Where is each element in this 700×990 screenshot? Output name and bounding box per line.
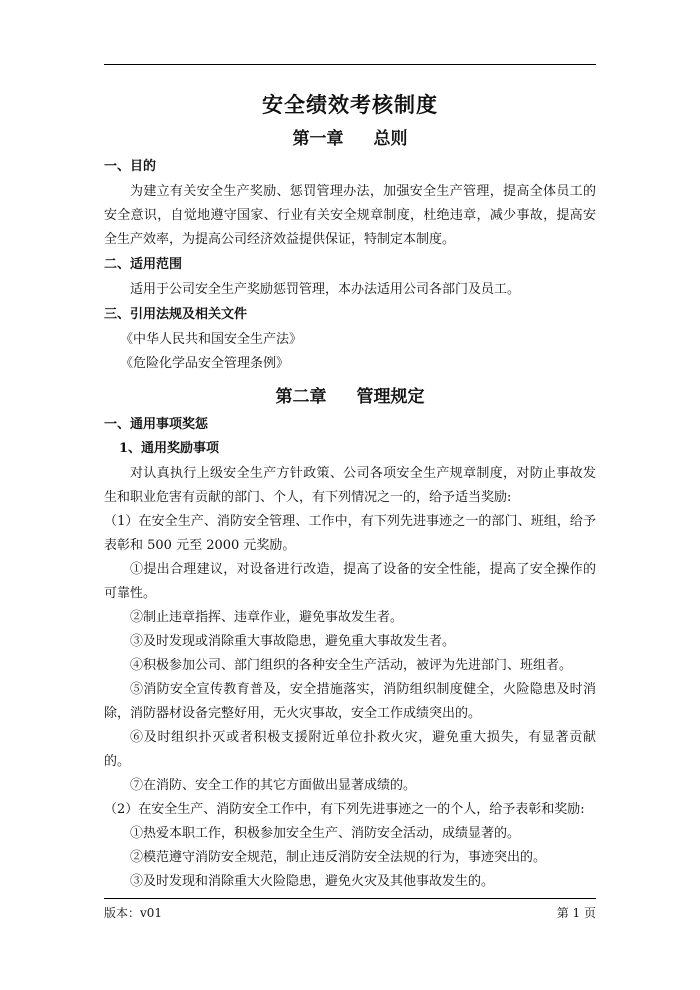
subsection-general-rewards-heading: 1、通用奖励事项 (119, 441, 220, 456)
chapter-1-label: 第一章 (292, 129, 344, 149)
clause-1-text: （1）在安全生产、消防安全管理、工作中，有下列先进事迹之一的部门、班组，给予表彰和 500 元至 2000 元奖励。 (104, 514, 596, 553)
chapter-1-name: 总则 (373, 129, 408, 149)
header-rule (104, 64, 596, 65)
clause-2-item: ①热爱本职工作，积极参加安全生产、消防安全活动，成绩显著的。 (130, 826, 521, 841)
page-number: 第 1 页 (556, 906, 596, 920)
document-title: 安全绩效考核制度 (262, 92, 438, 117)
chapter-2-label: 第二章 (275, 387, 327, 407)
clause-1-item: ⑦在消防、安全工作的其它方面做出显著成绩的。 (130, 778, 417, 793)
section-purpose-text: 为建立有关安全生产奖励、惩罚管理办法，加强安全生产管理，提高全体员工的安全意识，自觉地遵守国家、行业有关安全规章制度，杜绝违章，减少事故，提高安全生产效率，为提高公司经济效益提供保证，特制定本制度。 (104, 184, 596, 247)
clause-1-item: ③及时发现或消除重大事故隐患，避免重大事故发生者。 (130, 634, 456, 649)
clause-2-item: ③及时发现和消除重大火险隐患，避免火灾及其他事故发生的。 (130, 874, 495, 889)
chapter-2-name: 管理规定 (356, 387, 425, 407)
document-body (104, 84, 596, 894)
section-purpose-heading: 一、目的 (104, 159, 157, 174)
section-references-heading: 三、引用法规及相关文件 (104, 307, 248, 322)
clause-2-text: （2）在安全生产、消防安全工作中，有下列先进事迹之一的个人，给予表彰和奖励: (104, 802, 585, 817)
footer-rule (104, 898, 596, 899)
clause-1-item: ①提出合理建议，对设备进行改造，提高了设备的安全性能，提高了安全操作的可靠性。 (104, 562, 596, 601)
section-general-rewards-heading: 一、通用事项奖惩 (104, 417, 209, 432)
rewards-intro-text: 对认真执行上级安全生产方针政策、公司各项安全生产规章制度，对防止事故发生和职业危害有贡献的部门、个人，有下列情况之一的，给予适当奖励: (104, 466, 596, 505)
version-label: 版本：v01 (104, 906, 163, 920)
reference-item: 《中华人民共和国安全生产法》 (120, 332, 303, 347)
clause-2-item: ②模范遵守消防安全规范，制止违反消防安全法规的行为，事迹突出的。 (130, 850, 547, 865)
section-scope-text: 适用于公司安全生产奖励惩罚管理，本办法适用公司各部门及员工。 (130, 282, 521, 297)
chapter-1-title (104, 126, 596, 152)
section-scope-heading: 二、适用范围 (104, 257, 183, 272)
chapter-2-title (104, 384, 596, 410)
clause-1-item: ⑤消防安全宣传教育普及，安全措施落实，消防组织制度健全，火险隐患及时消除，消防器材设备完整好用，无火灾事故，安全工作成绩突出的。 (104, 682, 596, 721)
clause-1-item: ②制止违章指挥、违章作业，避免事故发生者。 (130, 610, 404, 625)
clause-1-item: ⑥及时组织扑灭或者积极支援附近单位扑救火灾，避免重大损失，有显著贡献的。 (104, 730, 596, 769)
reference-item: 《危险化学品安全管理条例》 (120, 356, 290, 371)
clause-1-item: ④积极参加公司、部门组织的各种安全生产活动，被评为先进部门、班组者。 (130, 658, 573, 673)
